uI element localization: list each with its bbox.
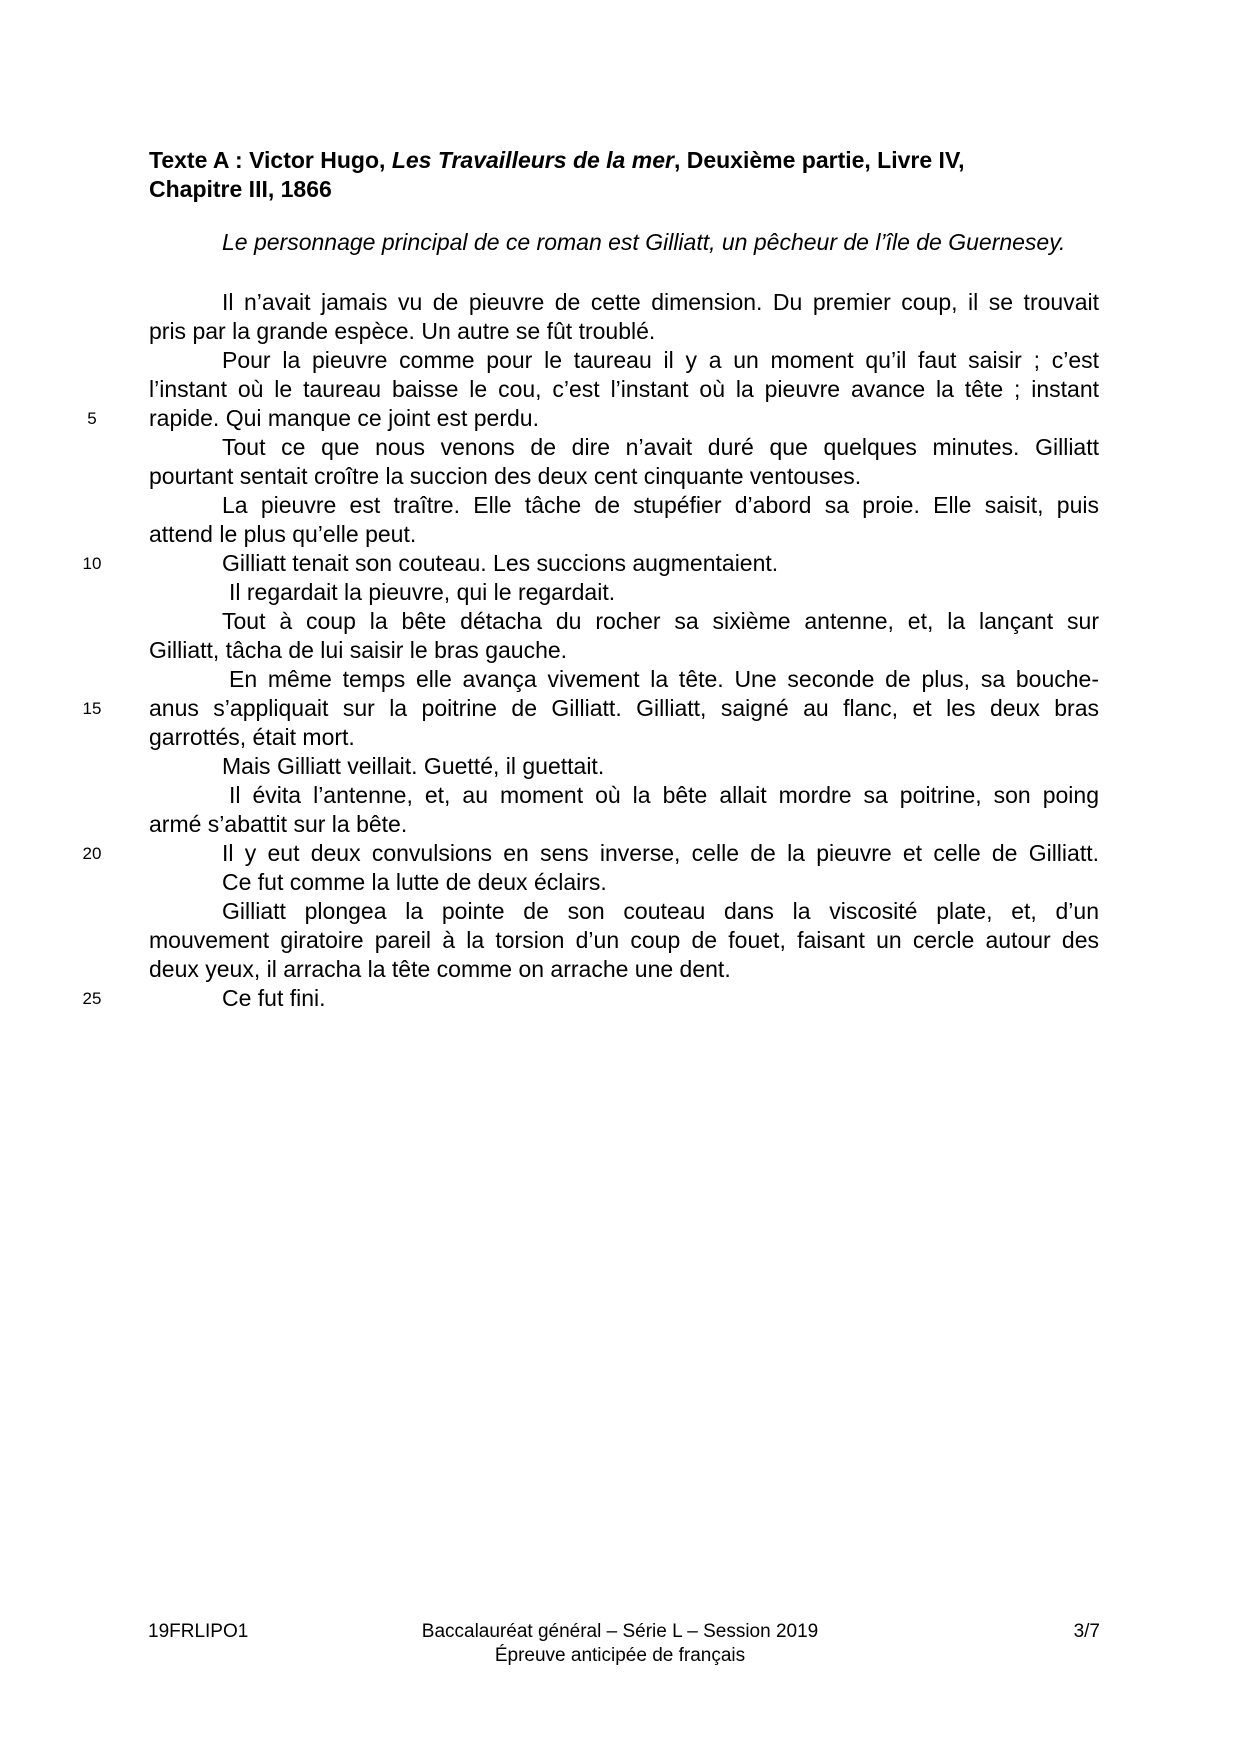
heading-suffix: , Deuxième partie, Livre IV, <box>673 147 965 173</box>
text-line: armé s’abattit sur la bête. <box>149 811 408 837</box>
text-line: En même temps elle avança vivement la tête. Une seconde de plus, sa bouche- <box>229 666 1099 692</box>
text-line: Gilliatt plongea la pointe de son couteau dans la viscosité plate, et, d’un <box>222 898 1099 924</box>
line-number: 15 <box>82 699 102 718</box>
footer-page-number: 3/7 <box>1073 1621 1100 1642</box>
text-line: Tout ce que nous venons de dire n’avait duré que quelques minutes. Gilliatt <box>222 434 1099 460</box>
text-line: pourtant sentait croître la succion des deux cent cinquante ventouses. <box>149 463 862 489</box>
line-number: 5 <box>87 409 97 428</box>
text-line: Tout à coup la bête détacha du rocher sa sixième antenne, et, la lançant sur <box>222 608 1099 634</box>
text-line: Il n’avait jamais vu de pieuvre de cette dimension. Du premier coup, il se trouvait <box>222 289 1099 315</box>
footer-exam-line2: Épreuve anticipée de français <box>494 1645 746 1666</box>
text-line: Il regardait la pieuvre, qui le regardait. <box>229 579 616 605</box>
text-line: La pieuvre est traître. Elle tâche de stupéfier d’abord sa proie. Elle saisit, puis <box>222 492 1099 518</box>
text-line: Pour la pieuvre comme pour le taureau il y a un moment qu’il faut saisir ; c’est <box>222 347 1099 373</box>
footer-code: 19FRLIPO1 <box>148 1621 249 1642</box>
text-line: rapide. Qui manque ce joint est perdu. <box>149 405 539 431</box>
text-line: Ce fut fini. <box>222 985 326 1011</box>
text-line: Gilliatt, tâcha de lui saisir le bras gauche. <box>149 637 568 663</box>
heading-prefix: Texte A : Victor Hugo, <box>149 147 392 173</box>
text-line: attend le plus qu’elle peut. <box>149 521 417 547</box>
intro-paragraph: Le personnage principal de ce roman est Gilliatt, un pêcheur de l’île de Guernesey. <box>222 229 1066 255</box>
text-line: pris par la grande espèce. Un autre se fût troublé. <box>149 318 656 344</box>
text-line: garrottés, était mort. <box>149 724 355 750</box>
line-number: 25 <box>82 989 102 1008</box>
heading-work-title: Les Travailleurs de la mer <box>391 147 674 173</box>
text-line: Ce fut comme la lutte de deux éclairs. <box>222 869 607 895</box>
heading-line2: Chapitre III, 1866 <box>149 176 332 202</box>
line-number: 10 <box>82 554 102 573</box>
line-number: 20 <box>82 844 102 863</box>
text-line: deux yeux, il arracha la tête comme on arrache une dent. <box>149 956 731 982</box>
text-line: Il évita l’antenne, et, au moment où la bête allait mordre sa poitrine, son poing <box>229 782 1099 808</box>
text-line: Mais Gilliatt veillait. Guetté, il guettait. <box>222 753 605 779</box>
text-line: l’instant où le taureau baisse le cou, c’est l’instant où la pieuvre avance la tête ; instant <box>149 376 1099 402</box>
text-line: anus s’appliquait sur la poitrine de Gilliatt. Gilliatt, saigné au flanc, et les deux bras <box>149 695 1099 721</box>
text-line: mouvement giratoire pareil à la torsion d’un coup de fouet, faisant un cercle autour des <box>149 927 1099 953</box>
text-heading <box>149 146 1109 204</box>
footer-exam-line1: Baccalauréat général – Série L – Session 2019 <box>421 1621 819 1642</box>
text-line: Gilliatt tenait son couteau. Les succions augmentaient. <box>222 550 779 576</box>
text-line: Il y eut deux convulsions en sens inverse, celle de la pieuvre et celle de Gilliatt. <box>222 840 1099 866</box>
footer-exam-info <box>370 1620 870 1668</box>
